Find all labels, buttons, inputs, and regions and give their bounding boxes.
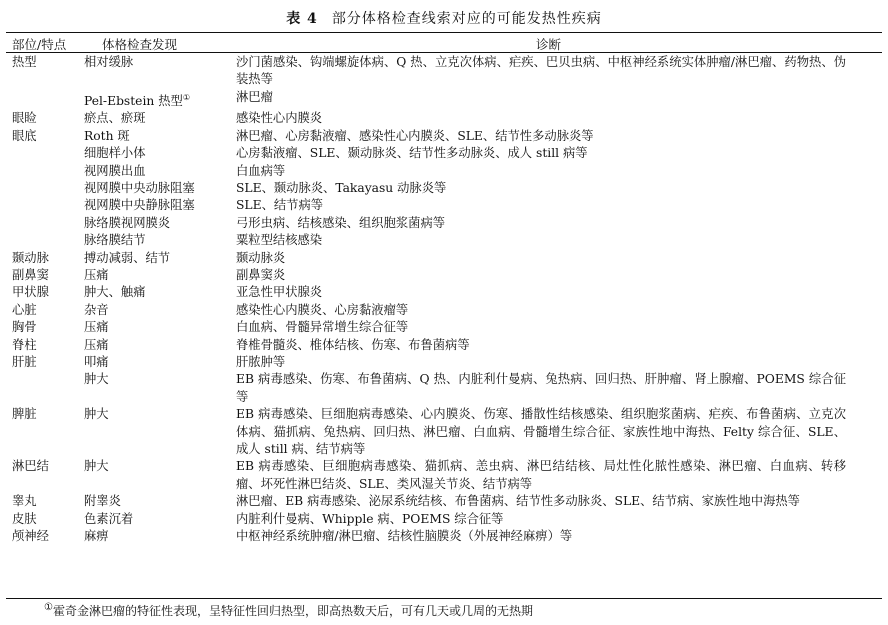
finding-text: 压痛 (84, 320, 109, 335)
finding-text: 色素沉着 (84, 511, 134, 526)
footnote-mark: ① (44, 602, 53, 613)
cell-finding (80, 406, 230, 458)
cell-finding (80, 54, 230, 89)
cell-diagnosis: SLE、结节病等 (236, 198, 324, 213)
finding-text: 附睾炎 (84, 494, 121, 509)
finding-text: 视网膜中央动脉阻塞 (84, 180, 195, 195)
cell-site (0, 163, 80, 180)
finding-text: 肿大 (84, 407, 109, 422)
finding-text: 视网膜出血 (84, 163, 146, 178)
cell-diagnosis: 白血病等 (236, 163, 286, 178)
cell-finding (80, 163, 230, 180)
cell-finding (80, 371, 230, 406)
cell-finding (80, 232, 230, 249)
cell-site: 脊柱 (12, 337, 37, 352)
cell-site: 甲状腺 (12, 285, 49, 300)
table-row (0, 54, 888, 89)
finding-text: Pel-Ebstein 热型 (84, 93, 183, 108)
cell-finding (80, 267, 230, 284)
cell-site: 副鼻窦 (12, 267, 49, 282)
table-row (0, 337, 888, 354)
header-rule (6, 52, 882, 53)
table-caption: 部分体格检查线索对应的可能发热性疾病 (331, 11, 602, 27)
cell-diagnosis: 淋巴瘤 (236, 89, 273, 104)
finding-text: 麻痹 (84, 529, 109, 544)
cell-finding (80, 110, 230, 127)
finding-text: 杂音 (84, 302, 109, 317)
cell-diagnosis: SLE、颞动脉炎、Takayasu 动脉炎等 (236, 180, 447, 195)
table-row (0, 284, 888, 301)
cell-site: 心脏 (12, 302, 37, 317)
finding-text: 肿大 (84, 372, 109, 387)
cell-diagnosis: EB 病毒感染、巨细胞病毒感染、猫抓病、恙虫病、淋巴结结核、局灶性化脓性感染、淋巴瘤、白血病、转移瘤、坏死性淋巴结炎、SLE、类风湿关节炎、结节病等 (236, 459, 846, 491)
cell-site (0, 371, 80, 406)
finding-text: 搏动减弱、结节 (84, 250, 171, 265)
table-row (0, 528, 888, 545)
finding-text: 肿大 (84, 459, 109, 474)
bottom-rule (6, 598, 882, 599)
cell-diagnosis: 心房黏液瘤、SLE、颞动脉炎、结节性多动脉炎、成人 still 病等 (236, 146, 588, 161)
finding-text: 肿大、触痛 (84, 285, 146, 300)
table-row (0, 128, 888, 145)
cell-diagnosis: 中枢神经系统肿瘤/淋巴瘤、结核性脑膜炎（外展神经麻痹）等 (236, 529, 573, 544)
finding-text: 压痛 (84, 337, 109, 352)
cell-diagnosis: 粟粒型结核感染 (236, 233, 323, 248)
cell-site (0, 215, 80, 232)
cell-diagnosis: 淋巴瘤、EB 病毒感染、泌尿系统结核、布鲁菌病、结节性多动脉炎、SLE、结节病、家族性地中海热等 (236, 494, 800, 509)
cell-finding (80, 458, 230, 493)
cell-diagnosis: 感染性心内膜炎 (236, 111, 323, 126)
cell-site (0, 89, 80, 111)
table-row (0, 110, 888, 127)
cell-diagnosis: 弓形虫病、结核感染、组织胞浆菌病等 (236, 215, 446, 230)
cell-site: 胸骨 (12, 320, 37, 335)
finding-text: 脉络膜结节 (84, 233, 146, 248)
cell-site: 淋巴结 (12, 459, 49, 474)
cell-diagnosis: 肝脓肿等 (236, 355, 286, 369)
table-row (0, 493, 888, 510)
cell-finding (80, 493, 230, 510)
table-row (0, 267, 888, 284)
cell-site: 眼睑 (12, 111, 37, 126)
table-row (0, 354, 888, 371)
cell-finding (80, 284, 230, 301)
cell-site: 肝脏 (12, 355, 37, 369)
cell-site: 睾丸 (12, 494, 37, 509)
table-row (0, 406, 888, 458)
table-row (0, 197, 888, 214)
cell-site: 颅神经 (12, 529, 49, 544)
header-diagnosis: 诊断 (536, 37, 562, 52)
cell-diagnosis: 脊椎骨髓炎、椎体结核、伤寒、布鲁菌病等 (236, 337, 470, 352)
cell-site: 颞动脉 (12, 250, 49, 265)
cell-site (0, 197, 80, 214)
cell-site: 皮肤 (12, 511, 37, 526)
cell-finding (80, 89, 230, 111)
cell-site: 脾脏 (12, 407, 37, 422)
table-title (0, 8, 888, 28)
finding-text: 相对缓脉 (84, 55, 134, 69)
footnote (44, 602, 533, 619)
cell-diagnosis: 淋巴瘤、心房黏液瘤、感染性心内膜炎、SLE、结节性多动脉炎等 (236, 128, 594, 143)
finding-text: 叩痛 (84, 355, 109, 369)
cell-diagnosis: 感染性心内膜炎、心房黏液瘤等 (236, 302, 409, 317)
cell-finding (80, 250, 230, 267)
cell-site (0, 180, 80, 197)
cell-finding (80, 511, 230, 528)
cell-diagnosis: 内脏利什曼病、Whipple 病、POEMS 综合征等 (236, 511, 504, 526)
cell-finding (80, 354, 230, 371)
header-site: 部位/特点 (12, 37, 67, 52)
header-finding: 体格检查发现 (102, 37, 178, 52)
finding-text: Roth 斑 (84, 128, 130, 143)
finding-text: 压痛 (84, 267, 109, 282)
cell-site (0, 145, 80, 162)
cell-finding (80, 180, 230, 197)
table-row (0, 511, 888, 528)
cell-finding (80, 319, 230, 336)
table-row (0, 319, 888, 336)
table-row (0, 180, 888, 197)
footnote-reference: ① (182, 92, 190, 102)
finding-text: 瘀点、瘀斑 (84, 111, 146, 126)
cell-finding (80, 528, 230, 545)
table-row (0, 89, 888, 111)
table-row (0, 145, 888, 162)
table-body (0, 54, 888, 545)
cell-diagnosis: 白血病、骨髓异常增生综合征等 (236, 320, 409, 335)
cell-diagnosis: 亚急性甲状腺炎 (236, 285, 323, 300)
table-row (0, 163, 888, 180)
cell-finding (80, 302, 230, 319)
cell-site: 眼底 (12, 128, 37, 143)
table-row (0, 371, 888, 406)
table-row (0, 302, 888, 319)
table-number: 表 4 (286, 11, 318, 27)
table-row (0, 250, 888, 267)
cell-finding (80, 145, 230, 162)
finding-text: 视网膜中央静脉阻塞 (84, 198, 195, 213)
cell-finding (80, 128, 230, 145)
finding-text: 脉络膜视网膜炎 (84, 215, 171, 230)
cell-diagnosis: 副鼻窦炎 (236, 267, 286, 282)
cell-finding (80, 337, 230, 354)
top-rule (6, 32, 882, 33)
footnote-text: 霍奇金淋巴瘤的特征性表现，呈特征性回归热型，即高热数天后，可有几天或几周的无热期 (52, 604, 533, 618)
table-row (0, 215, 888, 232)
table-row (0, 232, 888, 249)
cell-diagnosis: EB 病毒感染、伤寒、布鲁菌病、Q 热、内脏利什曼病、兔热病、回归热、肝肿瘤、肾上腺瘤、POEMS 综合征等 (236, 372, 846, 404)
finding-text: 细胞样小体 (84, 146, 146, 161)
cell-diagnosis: EB 病毒感染、巨细胞病毒感染、心内膜炎、伤寒、播散性结核感染、组织胞浆菌病、疟疾、布鲁菌病、立克次体病、猫抓病、兔热病、回归热、淋巴瘤、白血病、骨髓增生综合征、家族性地中海热、Felty 综合征、SLE、成人 still 病、结节病等 (236, 407, 846, 457)
cell-diagnosis: 颞动脉炎 (236, 250, 286, 265)
cell-finding (80, 215, 230, 232)
cell-site: 热型 (12, 55, 37, 69)
cell-site (0, 232, 80, 249)
cell-finding (80, 197, 230, 214)
table-row (0, 458, 888, 493)
cell-diagnosis: 沙门菌感染、钩端螺旋体病、Q 热、立克次体病、疟疾、巴贝虫病、中枢神经系统实体肿瘤/淋巴瘤、药物热、伪装热等 (236, 55, 846, 87)
